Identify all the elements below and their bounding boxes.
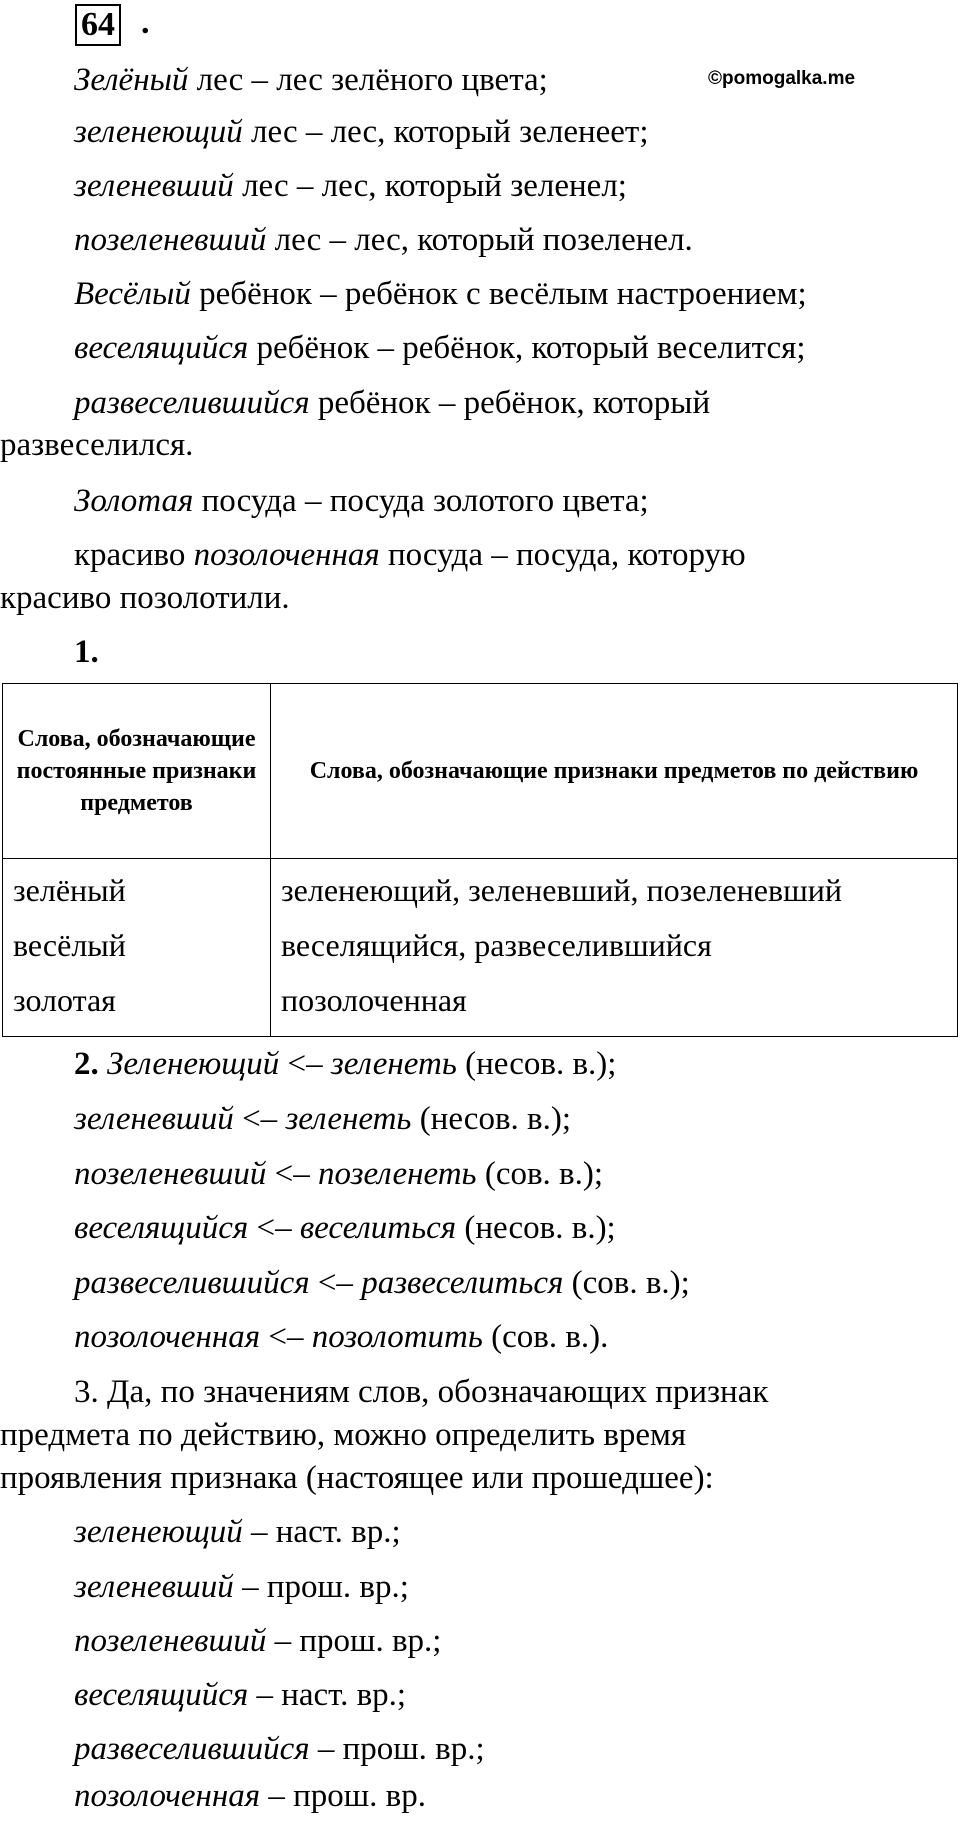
task2-line: зеленевший <– зеленеть (несов. в.); [74,1101,572,1137]
table-cell-line: веселящийся, развеселившийся [281,927,712,963]
task3-line: проявления признака (настоящее или прошедшее): [0,1460,714,1496]
intro-line: зеленеющий лес – лес, который зеленеет; [74,114,649,150]
table-cell-line: золотая [13,982,116,1018]
exercise-number: 64 [75,4,121,46]
exercise-number-dot: . [141,4,150,41]
task3-line: 3. Да, по значениям слов, обозначающих признак [74,1374,769,1410]
task3-item: развеселившийся – прош. вр.; [74,1731,485,1767]
table-cell-constant [3,859,271,1037]
intro-line: красиво позолотили. [0,580,290,616]
task2-line: позеленевший <– позеленеть (сов. в.); [74,1156,604,1192]
task2-line: 2. Зеленеющий <– зеленеть (несов. в.); [74,1046,617,1082]
task2-line: развеселившийся <– развеселиться (сов. в.); [74,1265,690,1301]
task3-line: предмета по действию, можно определить время [0,1417,687,1453]
table-cell-line: зеленеющий, зеленевший, позеленевший [281,872,842,908]
intro-line: позеленевший лес – лес, который позеленел. [74,222,693,258]
task2-line: позолоченная <– позолотить (сов. в.). [74,1319,609,1355]
table-cell-line: весёлый [13,927,126,963]
task3-item: веселящийся – наст. вр.; [74,1677,407,1713]
intro-line: веселящийся ребёнок – ребёнок, который веселится; [74,330,806,366]
task3-item: позеленевший – прош. вр.; [74,1623,442,1659]
intro-line: зеленевший лес – лес, который зеленел; [74,168,627,204]
features-table [2,683,958,1037]
table-cell-line: позолоченная [281,982,467,1018]
task3-item: позолоченная – прош. вр. [74,1778,426,1814]
intro-line: Золотая посуда – посуда золотого цвета; [74,483,649,519]
intro-line: развеселился. [0,427,194,463]
intro-line: Весёлый ребёнок – ребёнок с весёлым настроением; [74,276,807,312]
task2-line: веселящийся <– веселиться (несов. в.); [74,1210,616,1246]
intro-line: развеселившийся ребёнок – ребёнок, который [74,385,711,421]
task3-item: зеленевший – прош. вр.; [74,1569,409,1605]
intro-line: Зелёный лес – лес зелёного цвета; [74,62,548,98]
table-header-constant: Слова, обозначающие постоянные признаки предметов [3,684,271,859]
table-cell-line: зелёный [13,872,126,908]
task2-label: 2. [74,1046,99,1082]
task3-item: зеленеющий – наст. вр.; [74,1514,401,1550]
table-header-action: Слова, обозначающие признаки предметов по действию [271,684,958,859]
task1-label: 1. [74,634,99,670]
intro-line: красиво позолоченная посуда – посуда, которую [74,537,746,573]
watermark: ©pomogalka.me [708,68,856,89]
table-cell-action [271,859,958,1037]
